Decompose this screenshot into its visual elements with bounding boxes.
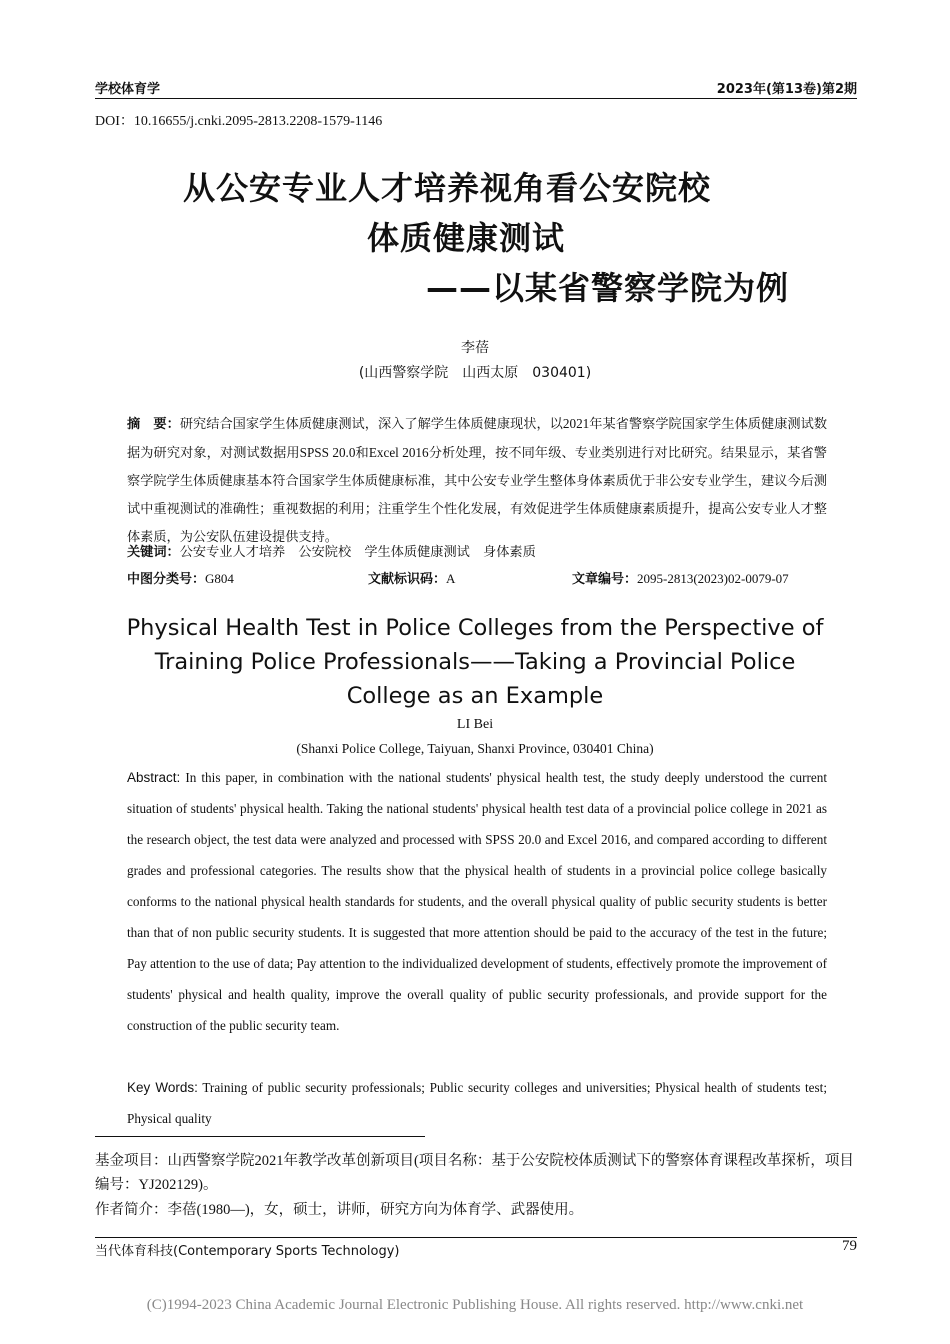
abstract-en-text: In this paper, in combination with the national students' physical health test, the study deeply understood the current situation of students' physical health. Taking the national students' physical health test data of a provincial police college in 2021 as the research object, the test data were analyzed and processed with SPSS 20.0 and Excel 2016, and compared according to different grades and professional categories. The results show that the physical health of students in a provincial police college basically conforms to the national physical health standards for students, and the overall physical quality of public security students is better than that of non public security students. It is suggested that more attention should be paid to the accuracy of the test in the future; Pay attention to the use of data; Pay attention to the individualized development of students, effectively promote the improvement of students' physical and health quality, improve the overall quality of public security professionals, and provide support for the construction of the public security team. (127, 770, 827, 1033)
journal-section-name: 学校体育学 (95, 82, 161, 97)
abstract-en (127, 762, 827, 1041)
footer-journal-name: 当代体育科技(Contemporary Sports Technology) (95, 1244, 400, 1259)
title-en-line2: Training Police Professionals——Taking a Provincial Police (154, 649, 796, 675)
abstract-cn-label: 摘 要： (127, 417, 180, 432)
issue-info: 2023年(第13卷)第2期 (716, 82, 857, 97)
keywords-cn (127, 541, 827, 560)
abstract-cn (127, 410, 827, 551)
clc-number (127, 568, 234, 587)
footnote-divider (95, 1136, 425, 1137)
keywords-cn-label: 关键词： (127, 545, 180, 560)
keywords-en-text: Training of public security professionals; Public security colleges and universities; Physical health of students test; Physical quality (127, 1080, 827, 1126)
abstract-en-label: Abstract: (127, 770, 181, 785)
author-en: LI Bei (456, 717, 494, 732)
document-code (368, 568, 455, 587)
doi: DOI：10.16655/j.cnki.2095-2813.2208-1579-1146 (95, 114, 383, 129)
running-header (95, 78, 857, 99)
article-number-label: 文章编号： (572, 572, 638, 587)
document-code-label: 文献标识码： (368, 572, 447, 587)
page-number: 79 (842, 1238, 857, 1254)
title-en-line3: College as an Example (346, 683, 604, 709)
affiliation-en: (Shanxi Police College, Taiyuan, Shanxi Province, 030401 China) (296, 741, 654, 756)
article-number (572, 568, 789, 587)
keywords-cn-text: 公安专业人才培养 公安院校 学生体质健康测试 身体素质 (179, 544, 536, 559)
running-footer (95, 1237, 857, 1258)
footnote-author-bio: 作者简介：李蓓(1980—)，女，硕士，讲师，研究方向为体育学、武器使用。 (95, 1202, 584, 1218)
copyright-notice: (C)1994-2023 China Academic Journal Electronic Publishing House. All rights reserved. http://www.cnki.net (146, 1297, 804, 1313)
title-cn-line1: 从公安专业人才培养视角看公安院校 (183, 169, 712, 207)
document-code-value: A (446, 571, 456, 586)
keywords-en-label: Key Words: (127, 1080, 198, 1095)
article-number-value: 2095-2813(2023)02-0079-07 (637, 571, 789, 586)
affiliation-cn: (山西警察学院 山西太原 030401) (358, 365, 592, 381)
author-cn: 李蓓 (461, 340, 489, 356)
clc-value: G804 (205, 571, 234, 586)
keywords-en (127, 1072, 827, 1134)
title-en-line1: Physical Health Test in Police Colleges from the Perspective of (126, 615, 824, 641)
footnote-fund: 基金项目：山西警察学院2021年教学改革创新项目(项目名称：基于公安院校体质测试下的警察体育课程改革探析，项目编号：YJ202129)。 (95, 1153, 854, 1193)
clc-label: 中图分类号： (127, 572, 206, 587)
title-cn-line2: 体质健康测试 (367, 219, 566, 257)
abstract-cn-text: 研究结合国家学生体质健康测试，深入了解学生体质健康现状，以2021年某省警察学院国家学生体质健康测试数据为研究对象，对测试数据用SPSS 20.0和Excel 2016分析处理，按不同年级、专业类别进行对比研究。结果显示，某省警察学院学生体质健康基本符合国家学生体质健康标准，其中公安专业学生整体身体素质优于非公安专业学生，建议今后测试中重视测试的准确性；重视数据的利用；注重学生个性化发展，有效促进学生体质健康素质提升，提高公安专业人才整体素质，为公安队伍建设提供支持。 (127, 416, 828, 544)
title-cn-line3: ——以某省警察学院为例 (426, 269, 790, 307)
